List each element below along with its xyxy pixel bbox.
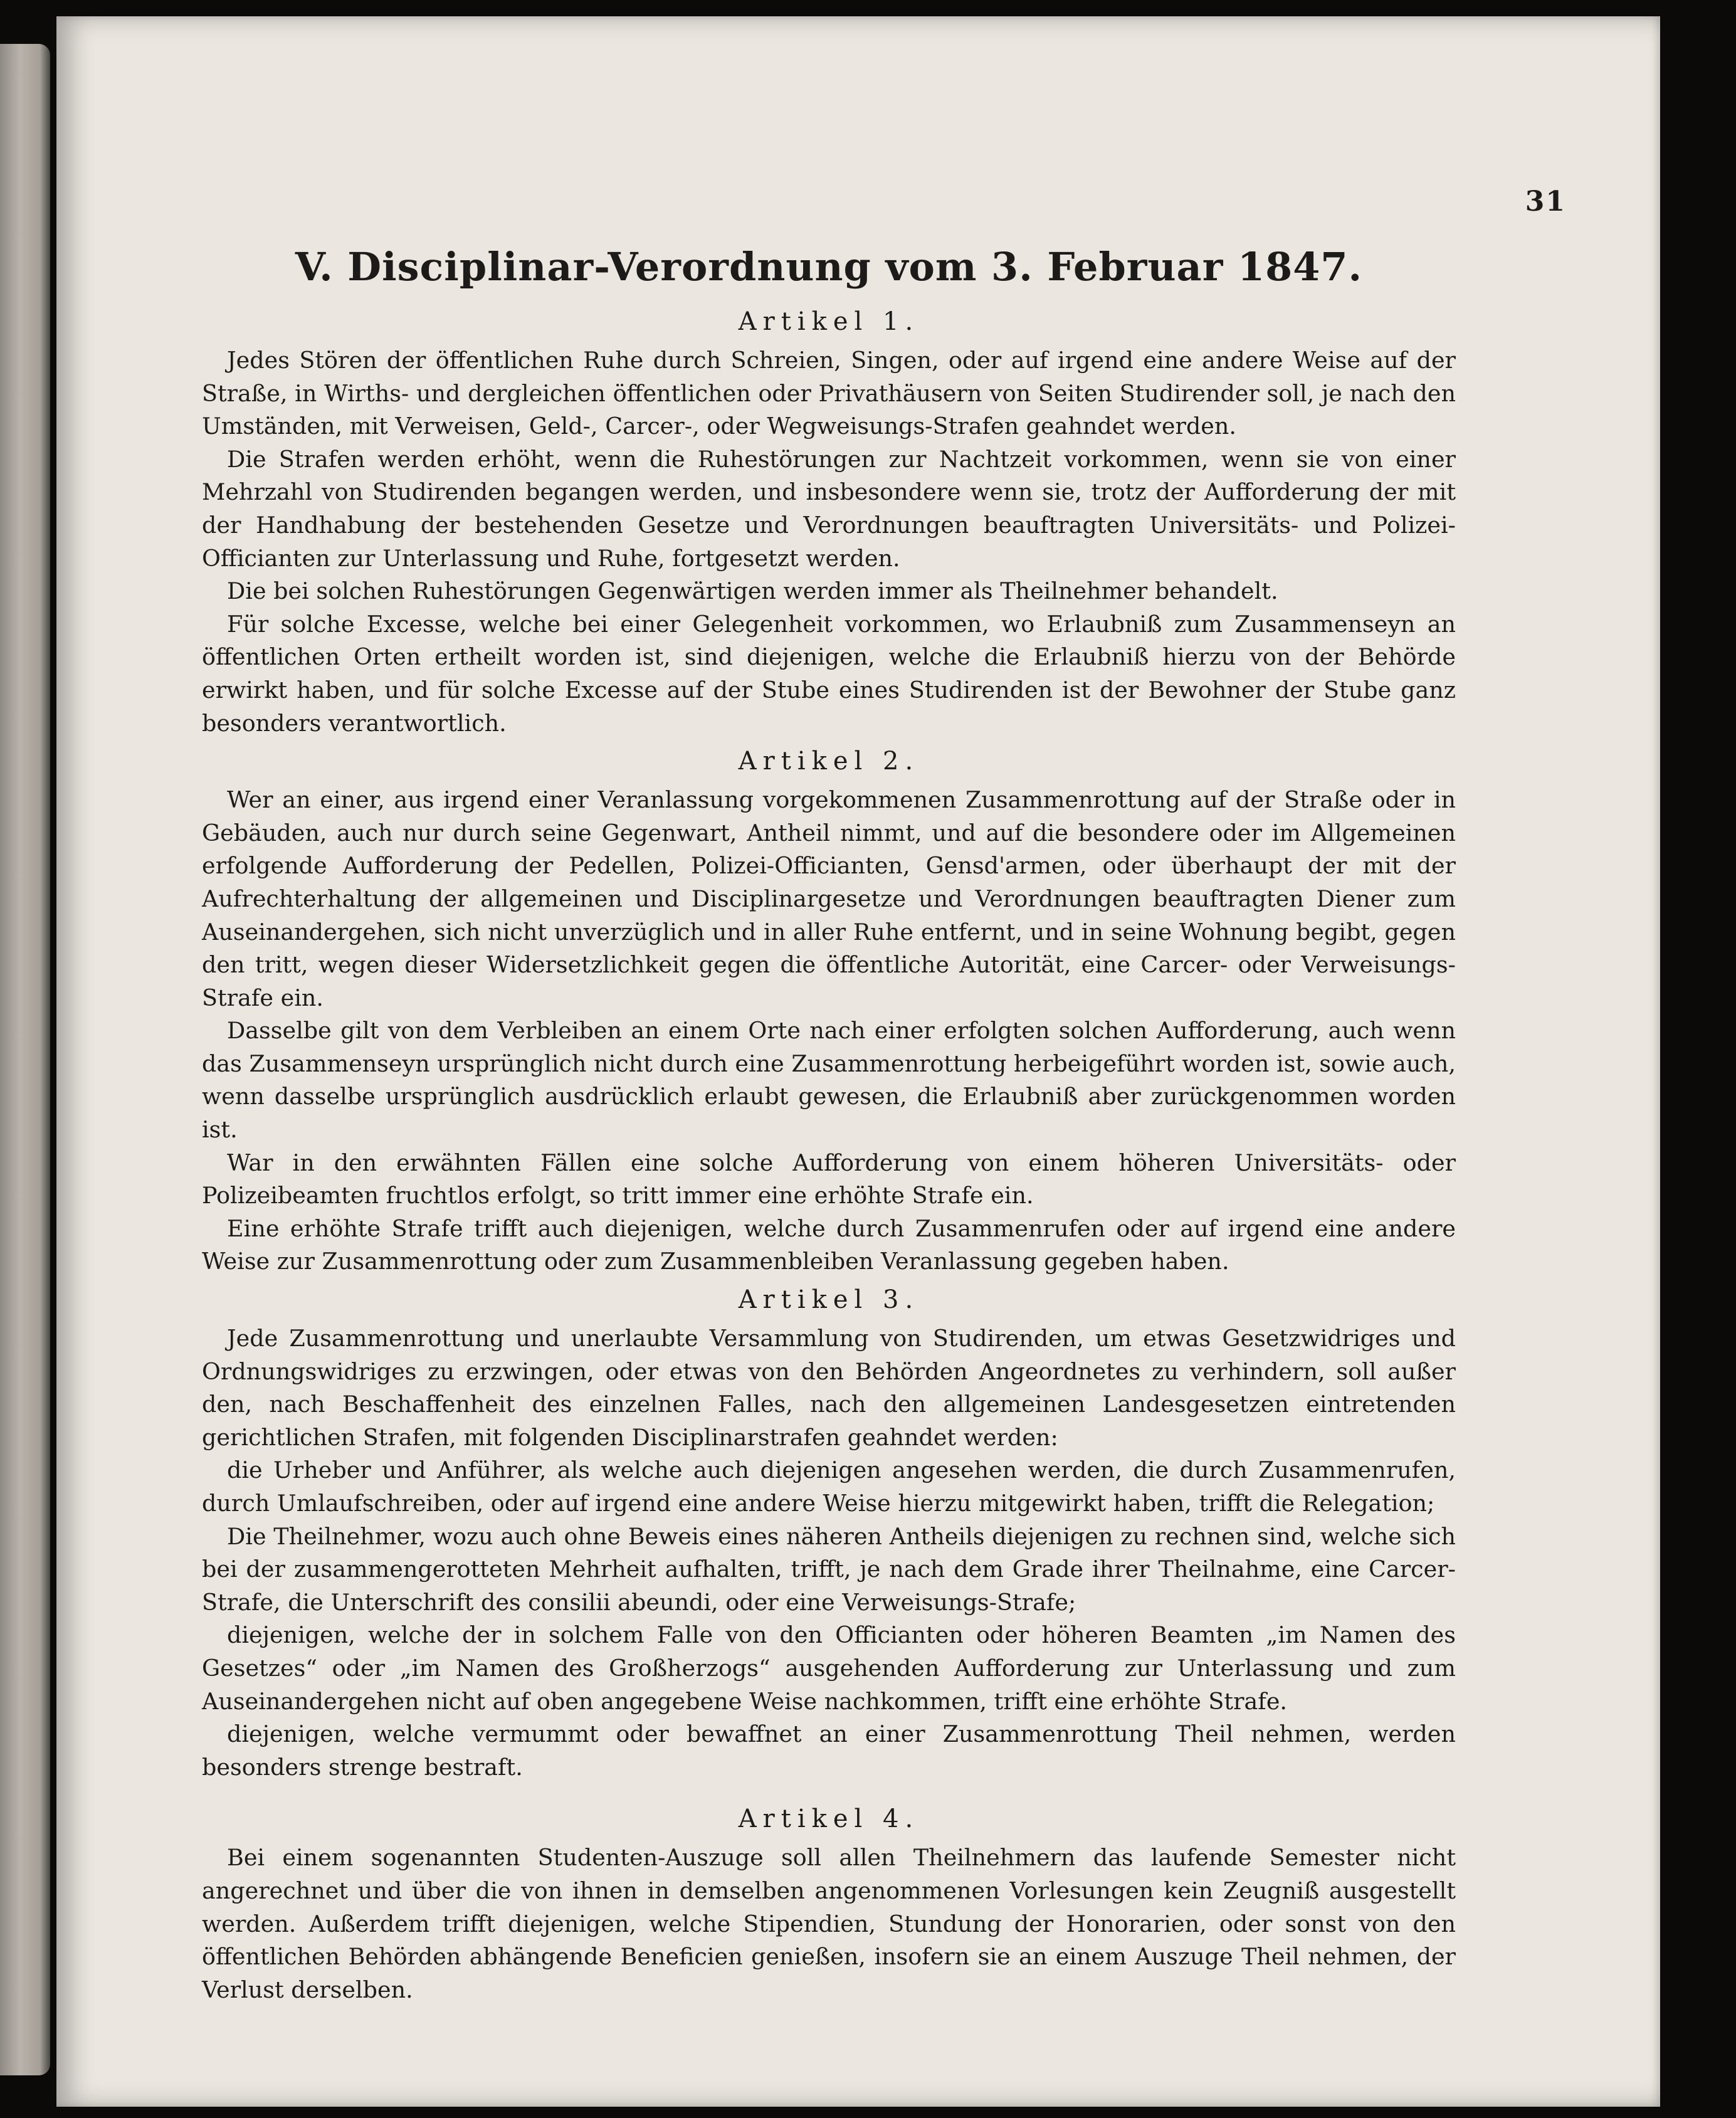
paragraph: Wer an einer, aus irgend einer Veranlassung vorgekommenen Zusammenrottung auf der Straße oder in Gebäuden, auch nur durch seine Gegenwart, Antheil nimmt, und auf die besondere oder im Allgemeinen erfolgende Aufforderung der Pedellen, Polizei-Officianten, Gensd'armen, oder überhaupt der mit der Aufrechterhaltung der allgemeinen und Disciplinargesetze und Verordnungen beauftragten Diener zum Auseinandergehen, sich nicht unverzüglich und in aller Ruhe entfernt, und in seine Wohnung begibt, gegen den tritt, wegen dieser Widersetzlichkeit gegen die öffentliche Autorität, eine Carcer- oder Verweisungs-Strafe ein. [202,786,1456,1011]
article-heading: Artikel 2. [738,747,920,776]
paragraph: Bei einem sogenannten Studenten-Auszuge soll allen Theilnehmern das laufende Semester nicht angerechnet und über die von ihnen in demselben angenommenen Vorlesungen kein Zeugniß ausgestellt werden. Außerdem trifft diejenigen, welche Stipendien, Stundung der Honorarien, oder sonst von den öffentlichen Behörden abhängende Beneficien genießen, insofern sie an einem Auszuge Theil nehmen, der Verlust derselben. [202,1844,1456,2003]
paragraph: Die bei solchen Ruhestörungen Gegenwärtigen werden immer als Theilnehmer behandelt. [227,577,1278,605]
book-page [56,16,1660,2107]
paragraph: Eine erhöhte Strafe trifft auch diejenigen, welche durch Zusammenrufen oder auf irgend eine andere Weise zur Zusammenrottung oder zum Zusammenbleiben Veranlassung gegeben haben. [202,1214,1456,1275]
paragraph: diejenigen, welche vermummt oder bewaffnet an einer Zusammenrottung Theil nehmen, werden besonders strenge bestraft. [202,1720,1456,1781]
article-heading: Artikel 4. [738,1805,920,1834]
article-heading: Artikel 3. [738,1285,920,1315]
paragraph: diejenigen, welche der in solchem Falle von den Officianten oder höheren Beamten „im Namen des Gesetzes“ oder „im Namen des Großherzogs“ ausgehenden Aufforderung zur Unterlassung und zum Auseinandergehen nicht auf oben angegebene Weise nachkommen, trifft eine erhöhte Strafe. [202,1621,1456,1715]
left-page-edge [0,44,50,2075]
paragraph: Für solche Excesse, welche bei einer Gelegenheit vorkommen, wo Erlaubniß zum Zusammenseyn an öffentlichen Orten ertheilt worden ist, sind diejenigen, welche die Erlaubniß hierzu von der Behörde erwirkt haben, und für solche Excesse auf der Stube eines Studirenden ist der Bewohner der Stube ganz besonders verantwortlich. [202,610,1456,737]
page-content [202,239,1456,2006]
paragraph: Die Theilnehmer, wozu auch ohne Beweis eines näheren Antheils diejenigen zu rechnen sind, welche sich bei der zusammengerotteten Mehrheit aufhalten, trifft, je nach dem Grade ihrer Theilnahme, eine Carcer-Strafe, die Unterschrift des consilii abeundi, oder eine Verweisungs-Strafe; [202,1522,1456,1616]
article-heading: Artikel 1. [738,307,920,336]
paragraph: Jede Zusammenrottung und unerlaubte Versammlung von Studirenden, um etwas Gesetzwidriges und Ordnungswidriges zu erzwingen, oder etwas von den Behörden Angeordnetes zu verhindern, soll außer den, nach Beschaffenheit des einzelnen Falles, nach den allgemeinen Landesgesetzen eintretenden gerichtlichen Strafen, mit folgenden Disciplinarstrafen geahndet werden: [202,1325,1456,1451]
article-1 [202,304,1456,740]
decree-title: V. Disciplinar-Verordnung vom 3. Februar 1847. [295,244,1363,290]
paragraph: Die Strafen werden erhöht, wenn die Ruhestörungen zur Nachtzeit vorkommen, wenn sie von einer Mehrzahl von Studirenden begangen werden, und insbesondere wenn sie, trotz der Aufforderung der mit der Handhabung der bestehenden Gesetze und Verordnungen beauftragten Universitäts- und Polizei-Officianten zur Unterlassung und Ruhe, fortgesetzt werden. [202,445,1456,572]
page-number: 31 [1525,186,1566,218]
article-3 [202,1282,1456,1784]
paragraph: Dasselbe gilt von dem Verbleiben an einem Orte nach einer erfolgten solchen Aufforderung, auch wenn das Zusammenseyn ursprünglich nicht durch eine Zusammenrottung herbeigeführt worden ist, sowie auch, wenn dasselbe ursprünglich ausdrücklich erlaubt gewesen, die Erlaubniß aber zurückgenommen worden ist. [202,1017,1456,1144]
paragraph: die Urheber und Anführer, als welche auch diejenigen angesehen werden, die durch Zusammenrufen, durch Umlaufschreiben, oder auf irgend eine andere Weise hierzu mitgewirkt haben, trifft die Relegation; [202,1457,1456,1517]
paragraph: War in den erwähnten Fällen eine solche Aufforderung von einem höheren Universitäts- oder Polizeibeamten fruchtlos erfolgt, so tritt immer eine erhöhte Strafe ein. [202,1149,1456,1209]
article-4 [202,1801,1456,2006]
article-2 [202,744,1456,1278]
paragraph: Jedes Stören der öffentlichen Ruhe durch Schreien, Singen, oder auf irgend eine andere Weise auf der Straße, in Wirths- und dergleichen öffentlichen oder Privathäusern von Seiten Studirender soll, je nach den Umständen, mit Verweisen, Geld-, Carcer-, oder Wegweisungs-Strafen geahndet werden. [202,347,1456,440]
